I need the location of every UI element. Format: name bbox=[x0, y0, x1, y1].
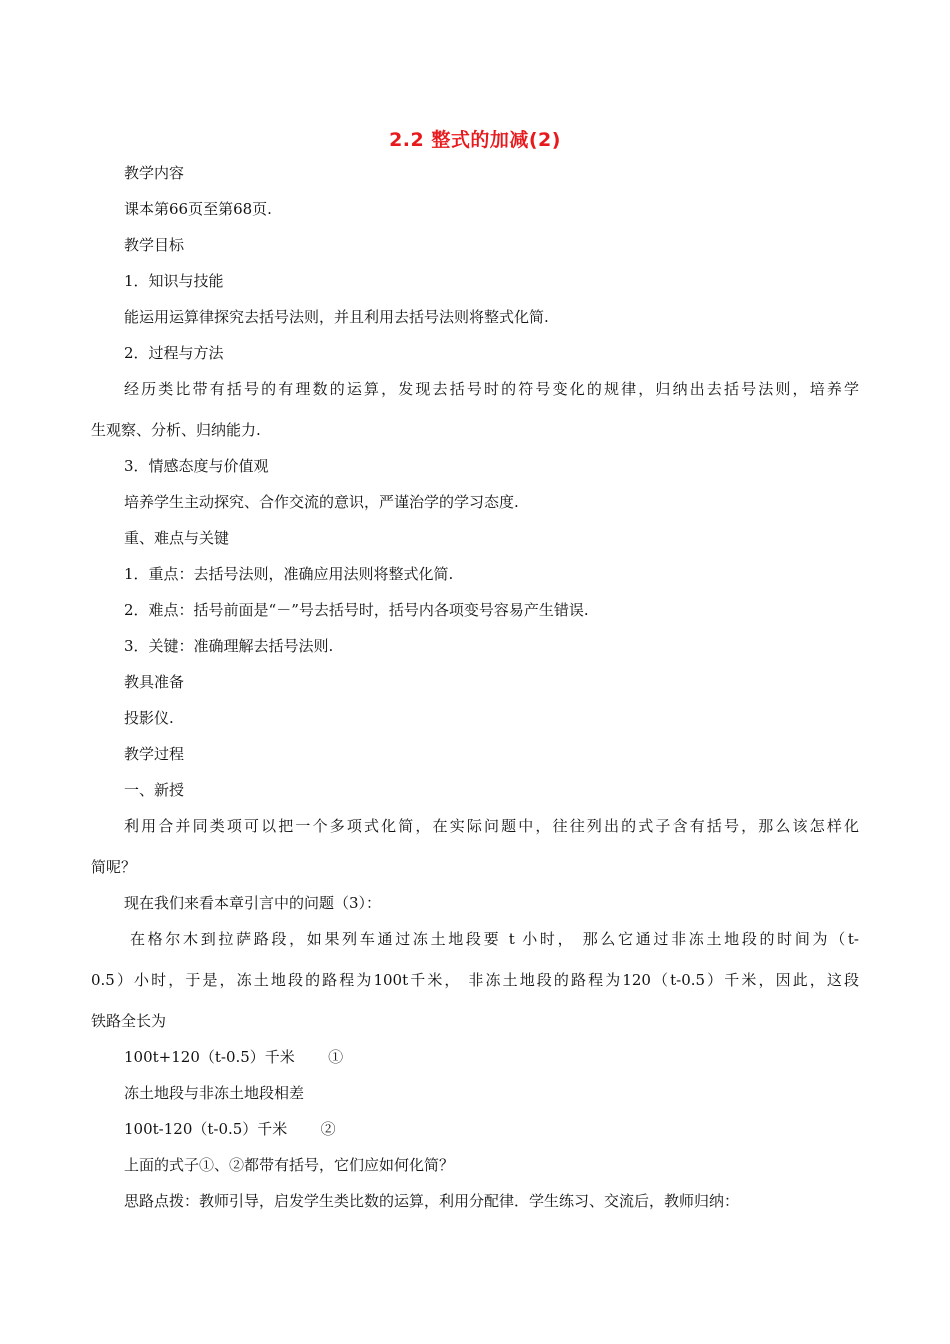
section-heading-content: 教学内容 bbox=[124, 164, 185, 182]
paragraph-process-line-1: 经历类比带有括号的有理数的运算，发现去括号时的符号变化的规律，归纳出去括号法则，培养学 bbox=[124, 380, 859, 398]
key-point-2: 2．难点：括号前面是“－”号去括号时，括号内各项变号容易产生错误. bbox=[124, 601, 589, 619]
subheading-process: 2．过程与方法 bbox=[124, 344, 224, 362]
paragraph-attitude: 培养学生主动探究、合作交流的意识，严谨治学的学习态度. bbox=[124, 493, 519, 511]
paragraph-question-ref: 现在我们来看本章引言中的问题（3）： bbox=[124, 894, 382, 912]
paragraph-problem-line-2: 0.5）小时，于是，冻土地段的路程为100t千米， 非冻土地段的路程为120（t-0.5）千米，因此，这段 bbox=[91, 971, 859, 989]
subheading-knowledge: 1．知识与技能 bbox=[124, 272, 224, 290]
paragraph-tools: 投影仪. bbox=[124, 709, 174, 727]
paragraph-intro-line-2: 简呢？ bbox=[91, 858, 137, 876]
formula-1: 100t+120（t-0.5）千米 ① bbox=[124, 1048, 344, 1066]
paragraph-knowledge: 能运用运算律探究去括号法则，并且利用去括号法则将整式化简. bbox=[124, 308, 549, 326]
subheading-new-lesson: 一、新授 bbox=[124, 781, 185, 799]
section-heading-procedure: 教学过程 bbox=[124, 745, 185, 763]
document-title: 2.2 整式的加减(2) bbox=[389, 129, 561, 151]
subheading-attitude: 3．情感态度与价值观 bbox=[124, 457, 269, 475]
paragraph-problem-line-1: 在格尔木到拉萨路段，如果列车通过冻土地段要 t 小时， 那么它通过非冻土地段的时间为（t- bbox=[130, 930, 859, 948]
key-point-3: 3．关键：准确理解去括号法则. bbox=[124, 637, 334, 655]
paragraph-process-line-2: 生观察、分析、归纳能力. bbox=[91, 421, 261, 439]
section-heading-tools: 教具准备 bbox=[124, 673, 185, 691]
section-heading-goals: 教学目标 bbox=[124, 236, 185, 254]
formula-2: 100t-120（t-0.5）千米 ② bbox=[124, 1120, 336, 1138]
paragraph-question: 上面的式子①、②都带有括号，它们应如何化简？ bbox=[124, 1156, 455, 1174]
key-point-1: 1．重点：去括号法则，准确应用法则将整式化简. bbox=[124, 565, 454, 583]
paragraph-difference: 冻土地段与非冻土地段相差 bbox=[124, 1084, 305, 1102]
section-heading-key-points: 重、难点与关键 bbox=[124, 529, 230, 547]
paragraph-intro-line-1: 利用合并同类项可以把一个多项式化简，在实际问题中，往往列出的式子含有括号，那么该怎样化 bbox=[124, 817, 859, 835]
paragraph-problem-line-3: 铁路全长为 bbox=[91, 1012, 167, 1030]
paragraph-hint: 思路点拨：教师引导，启发学生类比数的运算，利用分配律．学生练习、交流后，教师归纳： bbox=[124, 1192, 740, 1210]
paragraph-pages: 课本第66页至第68页. bbox=[124, 200, 272, 218]
